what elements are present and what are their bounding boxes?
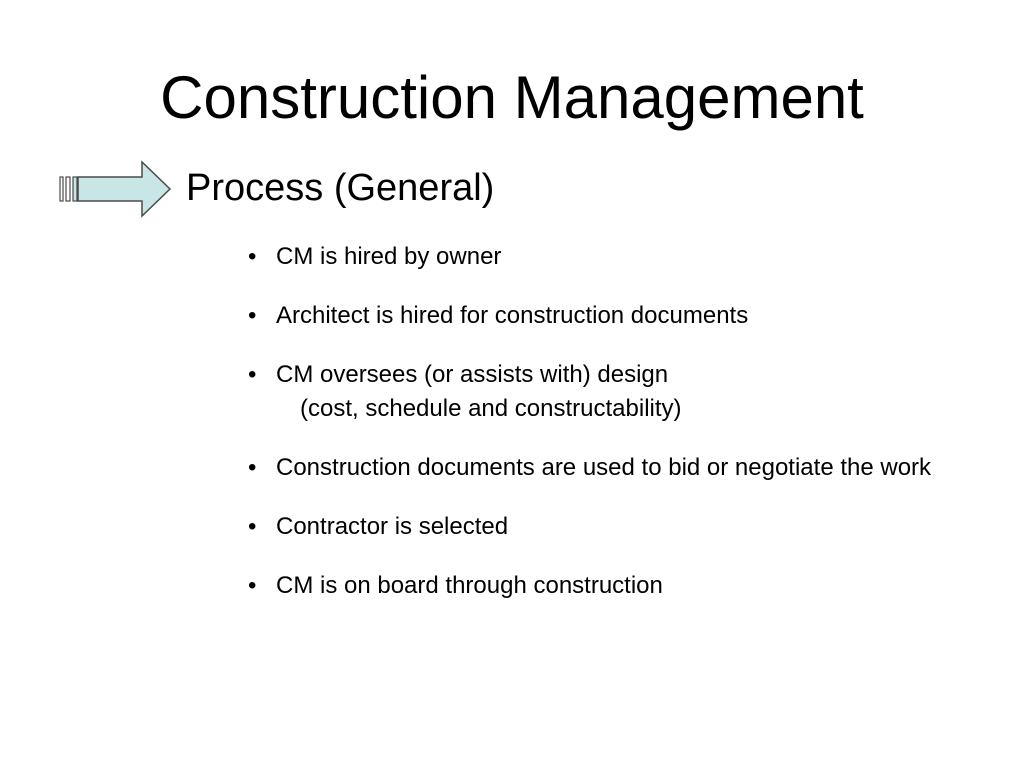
bullet-marker: • bbox=[248, 243, 257, 270]
bullet-marker: • bbox=[248, 513, 257, 540]
list-item bbox=[248, 510, 968, 544]
bullet-text: Construction documents are used to bid or negotiate the work bbox=[276, 454, 932, 481]
bullet-marker: • bbox=[248, 454, 257, 481]
list-item bbox=[248, 240, 968, 274]
bullet-marker: • bbox=[248, 572, 257, 599]
list-item bbox=[248, 299, 968, 333]
bullet-subtext: (cost, schedule and constructability) bbox=[300, 395, 682, 422]
bullet-text: CM is on board through construction bbox=[276, 572, 663, 599]
list-item bbox=[248, 569, 968, 603]
bullet-list bbox=[248, 240, 968, 628]
slide-title: Construction Management bbox=[160, 64, 864, 131]
bullet-marker: • bbox=[248, 302, 257, 329]
list-item bbox=[248, 451, 968, 485]
slide-subtitle: Process (General) bbox=[186, 167, 495, 209]
bullet-text: CM oversees (or assists with) design bbox=[276, 361, 669, 388]
bullet-text: CM is hired by owner bbox=[276, 243, 502, 270]
right-arrow-icon bbox=[58, 160, 174, 218]
bullet-text: Contractor is selected bbox=[276, 513, 509, 540]
bullet-marker: • bbox=[248, 361, 257, 388]
bullet-text: Architect is hired for construction documents bbox=[276, 302, 749, 329]
list-item bbox=[248, 358, 968, 426]
